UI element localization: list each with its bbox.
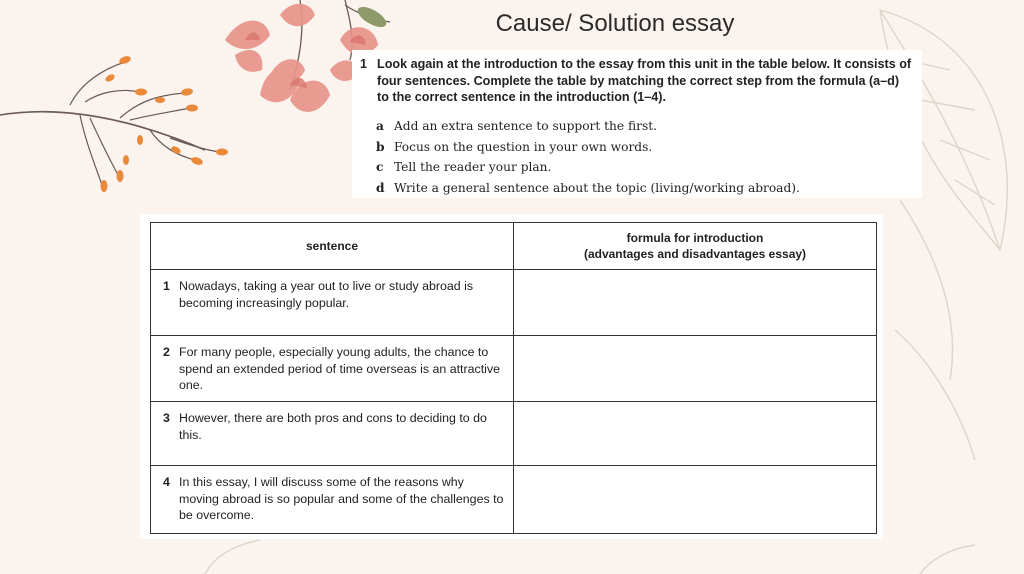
option-c: c Tell the reader your plan. bbox=[376, 160, 552, 174]
table-row bbox=[151, 336, 877, 402]
sentence-cell: 1 Nowadays, taking a year out to live or study abroad is becoming increasingly popular. bbox=[151, 270, 514, 336]
budding-branch-icon bbox=[0, 55, 228, 192]
table-header-row bbox=[151, 223, 877, 270]
formula-answer-cell[interactable] bbox=[514, 402, 877, 466]
header-sentence: sentence bbox=[151, 223, 514, 270]
exercise-instruction bbox=[360, 56, 912, 106]
exercise-panel bbox=[352, 50, 922, 198]
sentence-cell: 4 In this essay, I will discuss some of the reasons why moving abroad is so popular and some of the challenges to be overcome. bbox=[151, 466, 514, 534]
exercise-number: 1 bbox=[360, 57, 368, 71]
option-d: d Write a general sentence about the topic (living/working abroad). bbox=[376, 180, 800, 195]
table-row bbox=[151, 466, 877, 534]
sentence-cell: 3 However, there are both pros and cons to deciding to do this. bbox=[151, 402, 514, 466]
sentence-cell: 2 For many people, especially young adults, the chance to spend an extended period of time overseas is an attractive one. bbox=[151, 336, 514, 402]
exercise-instruction-text: Look again at the introduction to the essay from this unit in the table below. It consists of four sentences. Complete the table by matching the correct step from the formula (a–d) to the correct sentence in the introduction (1–4). bbox=[377, 57, 912, 104]
table-row bbox=[151, 402, 877, 466]
matching-table bbox=[150, 222, 877, 534]
slide-title: Cause/ Solution essay bbox=[495, 10, 735, 37]
options-list bbox=[376, 116, 916, 198]
formula-answer-cell[interactable] bbox=[514, 270, 877, 336]
leaf-sketch-bottom-icon bbox=[205, 540, 975, 574]
option-a: a Add an extra sentence to support the first. bbox=[376, 119, 657, 133]
option-b: b Focus on the question in your own words. bbox=[376, 139, 653, 154]
table-panel bbox=[140, 214, 883, 539]
header-formula: formula for introduction (advantages and disadvantages essay) bbox=[514, 223, 877, 270]
table-row bbox=[151, 270, 877, 336]
formula-answer-cell[interactable] bbox=[514, 466, 877, 534]
formula-answer-cell[interactable] bbox=[514, 336, 877, 402]
